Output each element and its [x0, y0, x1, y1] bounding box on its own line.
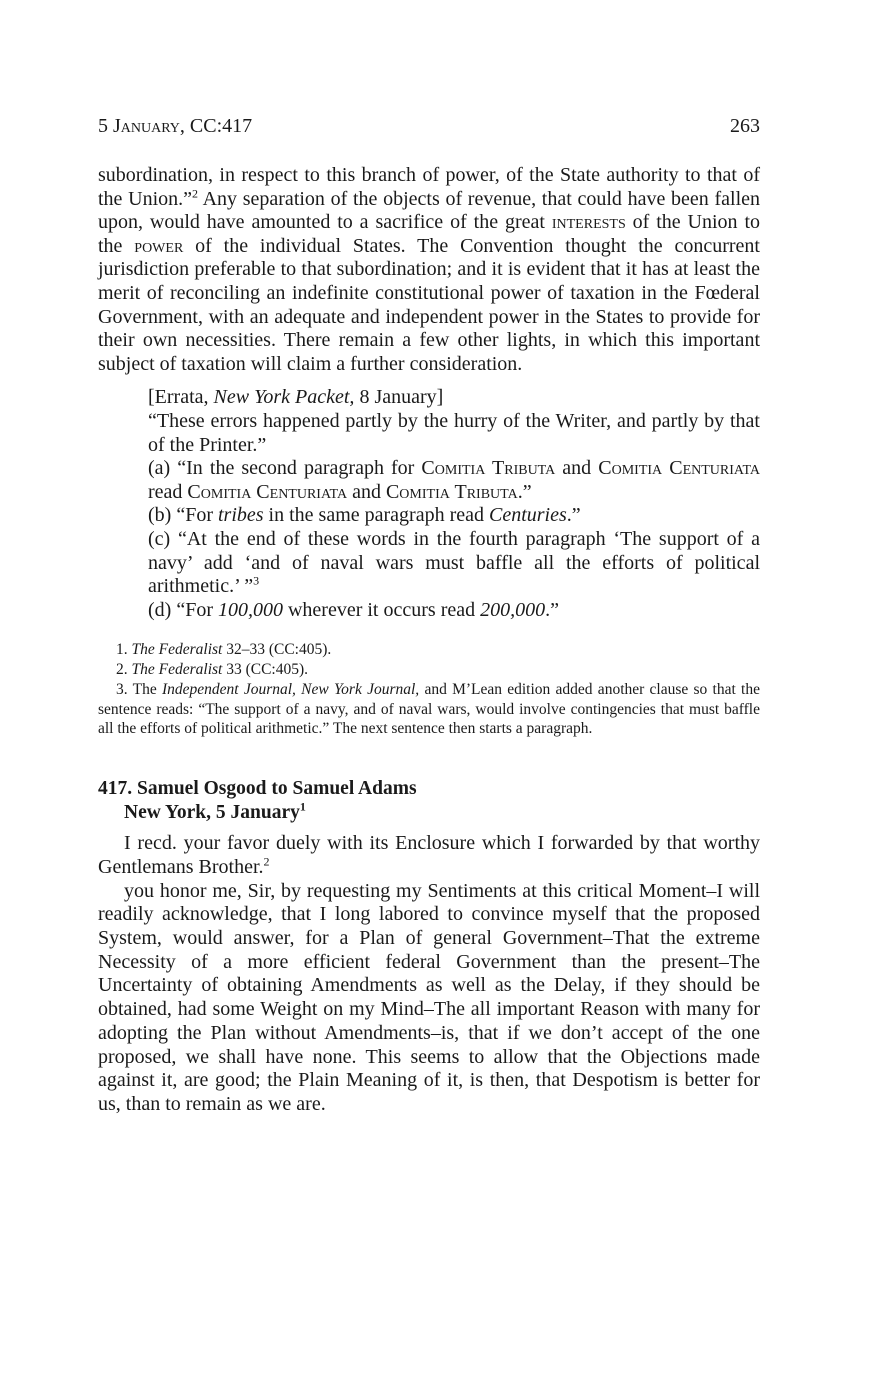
errata-heading: [Errata, New York Packet, 8 January] — [148, 386, 444, 409]
letter-body — [98, 832, 760, 1116]
footnote-ref: 2 — [263, 854, 270, 869]
letter-paragraph-1: I recd. your favor duely with its Enclosure which I forwarded by that worthy Gentlemans Brother.$^2$ — [98, 832, 760, 878]
errata-item-d: (d) “For 100,000 wherever it occurs read 200,000.” — [148, 598, 559, 621]
footnote-2: 2. The Federalist 33 (CC:405). — [116, 661, 309, 679]
document-title — [98, 777, 760, 824]
page-number: 263 — [730, 115, 760, 137]
errata-intro: “These errors happened partly by the hurry of the Writer, and partly by that of the Printer.” — [148, 409, 760, 456]
continued-paragraph: subordination, in respect to this branch of power, of the State authority to that of the Union.”$^2$ Any separation of the objects of revenue, that could have been fallen upon, would have amounted to a sacrifice of the great interests of the Union to the power of the individual States. The Convention thought the concurrent jurisdiction preferable to that subordination; and it is evident that it has at least the merit of reconciling an indefinite constitutional power of taxation in the Fœderal Government, with an adequate and independent power in the States to provide for their own necessities. There remain a few other lights, in which this important subject of taxation will claim a further consideration. — [98, 164, 761, 375]
document-title-line-1: 417. Samuel Osgood to Samuel Adams — [98, 778, 417, 800]
running-header — [98, 112, 760, 140]
page — [98, 112, 760, 1117]
document-title-line-2: New York, 5 January$^1$ — [124, 799, 306, 823]
errata-block — [148, 386, 760, 622]
errata-item-a: (a) “In the second paragraph for Comitia Tributa and Comitia Centuriata read Comitia Centuriata and Comitia Tributa.” — [148, 457, 760, 503]
letter-paragraph-2: you honor me, Sir, by requesting my Sentiments at this critical Moment–I will readily acknowledge, that I long labored to convince myself that the proposed System, would answer, for a Plan of general Government–That the extreme Necessity of a more efficient federal Government than the present–The Uncertainty of obtaining Amendments as well as the Delay, if they should be obtained, had some Weight on my Mind–The all important Reason with many for adopting the Plan without Amendments–is, that if we don’t accept of the one proposed, we shall have none. This seems to allow that the Objections made against it, are good; the Plain Meaning of it, is then, that Despotism is better for us, than to remain as we are. — [98, 879, 760, 1115]
header-date: 5 January, CC:417 — [98, 115, 253, 137]
footnote-ref: 1 — [299, 799, 306, 814]
footnotes — [98, 640, 760, 739]
errata-item-c: (c) “At the end of these words in the fourth paragraph ‘The support of a navy’ add ‘and of naval wars must baffle all the efforts of political arithmetic.’ ”$^3$ — [148, 527, 760, 598]
footnote-3: 3. The Independent Journal, New York Journal, and M’Lean edition added another clause so that the sentence reads: “The support of a navy, and of naval wars, would involve contingencies that must baffle all the efforts of political arithmetic.” The next sentence then starts a paragraph. — [98, 680, 760, 738]
footnote-1: 1. The Federalist 32–33 (CC:405). — [116, 641, 332, 659]
footnote-ref: 2 — [192, 185, 199, 200]
errata-item-b: (b) “For tribes in the same paragraph read Centuries.” — [148, 504, 581, 527]
footnote-ref: 3 — [253, 573, 260, 588]
